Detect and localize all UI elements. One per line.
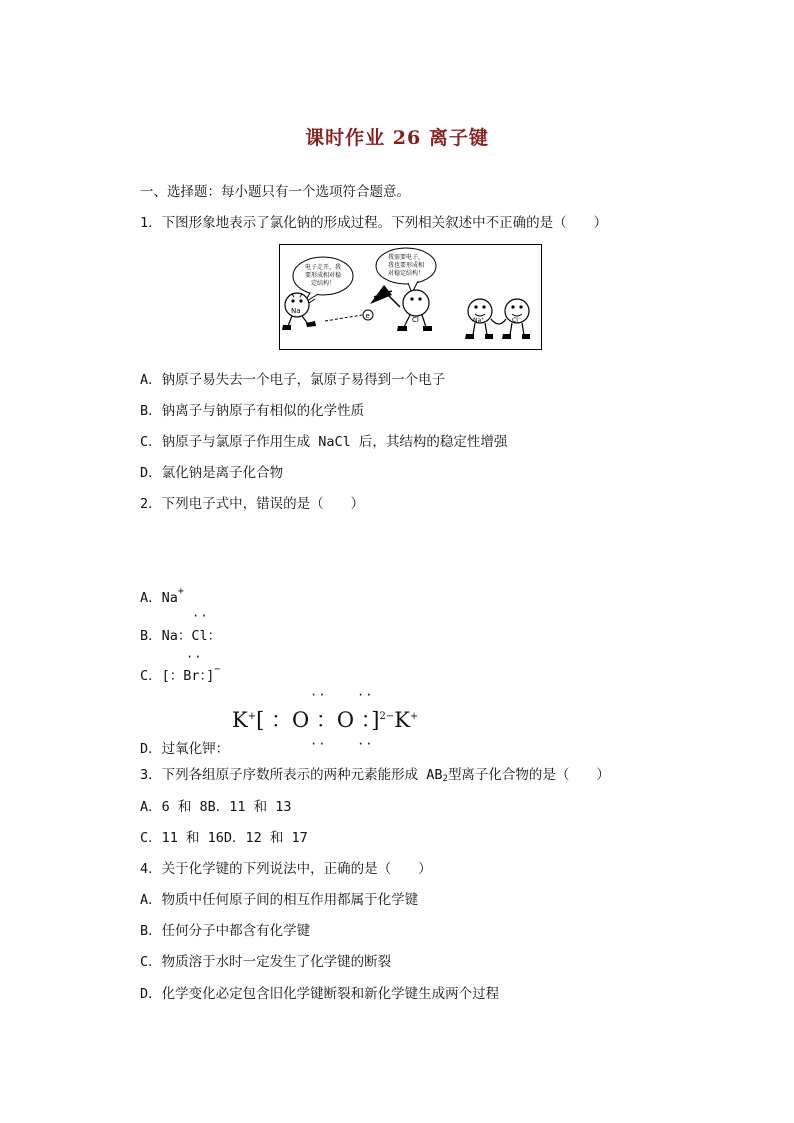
q4-option-b: B．任何分子中都含有化学键 [140,923,311,939]
na-label: Na [291,307,301,315]
q2-b-dots-top: ·· [192,609,209,623]
q2-d-dots-top-2: ·· [357,688,374,702]
q1-option-d: D．氯化钠是离子化合物 [140,465,284,481]
q2-c-prefix: C． [140,668,162,684]
bubble-left-line1: 电子走开，我 [304,264,342,271]
q1-stem: 1．下图形象地表示了氯化钠的形成过程。下列相关叙述中不正确的是（ ） [140,215,608,231]
q2-option-c [140,664,220,684]
q2-b-formula: Na：Cl： [161,628,222,644]
q2-d-formula [232,704,418,734]
section-heading: 一、选择题：每小题只有一个选项符合题意。 [140,184,410,200]
cl-atom-character [370,285,432,331]
q2-d-peroxide-charge: 2− [379,711,395,722]
q2-d-k2-charge: + [409,711,419,722]
holding-hands [491,319,506,324]
cl-label: Cl [412,316,419,324]
q2-b-prefix: B． [140,628,162,644]
bubble-right-line2: 我也要形成相 [387,262,425,269]
q2-a-symbol: Na [161,590,178,606]
bubble-left-line2: 要形成相对稳 [304,272,342,279]
q3-options-row2: C．11 和 16D．12 和 17 [140,830,308,846]
q2-d-dots-bottom-1: ·· [310,737,327,751]
q2-a-prefix: A． [140,590,162,606]
q2-option-d: D．过氧化钾： [140,741,230,757]
q2-a-charge: + [177,586,184,597]
electron-path [325,315,362,321]
q2-option-a [140,586,184,606]
q2-d-dots-bottom-2: ·· [357,737,374,751]
nacl-cartoon [280,245,540,348]
bubble-left-line3: 定结构！ [310,280,336,287]
q4-option-a: A．物质中任何原子间的相互作用都属于化学键 [140,892,419,908]
q2-c-formula: [：Br：] [161,668,215,684]
bubble-right-line3: 对稳定结构！ [387,270,425,277]
cl-ion-character [502,299,530,339]
q3-stem [140,763,610,784]
q1-option-c: C．钠原子与氯原子作用生成 NaCl 后，其结构的稳定性增强 [140,434,508,450]
nacl-formation-figure [279,244,542,350]
q2-option-b [140,624,221,644]
q3-stem-before: 3．下列各组原子序数所表示的两种元素能形成 AB [140,767,443,783]
q4-option-d: D．化学变化必定包含旧化学键断裂和新化学键生成两个过程 [140,986,500,1002]
q3-stem-sub: 2 [442,774,448,784]
q2-d-k1: K [232,708,248,732]
q2-d-peroxide: [ ：O ：O ：] [256,708,380,732]
q2-c-dots-top: ·· [186,650,203,664]
na-ion-label: Na⁺ [473,317,485,324]
cl-ion-label: Cl⁻ [512,317,522,324]
q2-d-dots-top-1: ·· [310,688,327,702]
q2-d-k2: K [394,708,410,732]
q2-d-k1-charge: + [247,711,257,722]
q3-options-row1: A．6 和 8B．11 和 13 [140,799,292,815]
q1-option-b: B．钠离子与钠原子有相似的化学性质 [140,403,365,419]
q2-c-charge: − [214,664,221,675]
bubble-right-line1: 我需要电子， [387,254,425,261]
q2-stem: 2．下列电子式中，错误的是（ ） [140,496,365,512]
q3-stem-after: 型离子化合物的是（ ） [447,767,610,783]
q4-option-c: C．物质溶于水时一定发生了化学键的断裂 [140,954,392,970]
q1-option-a: A．钠原子易失去一个电子，氯原子易得到一个电子 [140,372,446,388]
page-title: 课时作业 26 离子键 [305,127,489,149]
na-ion-character [465,299,493,339]
electron-label: e [365,312,370,320]
q4-stem: 4．关于化学键的下列说法中，正确的是（ ） [140,861,432,877]
